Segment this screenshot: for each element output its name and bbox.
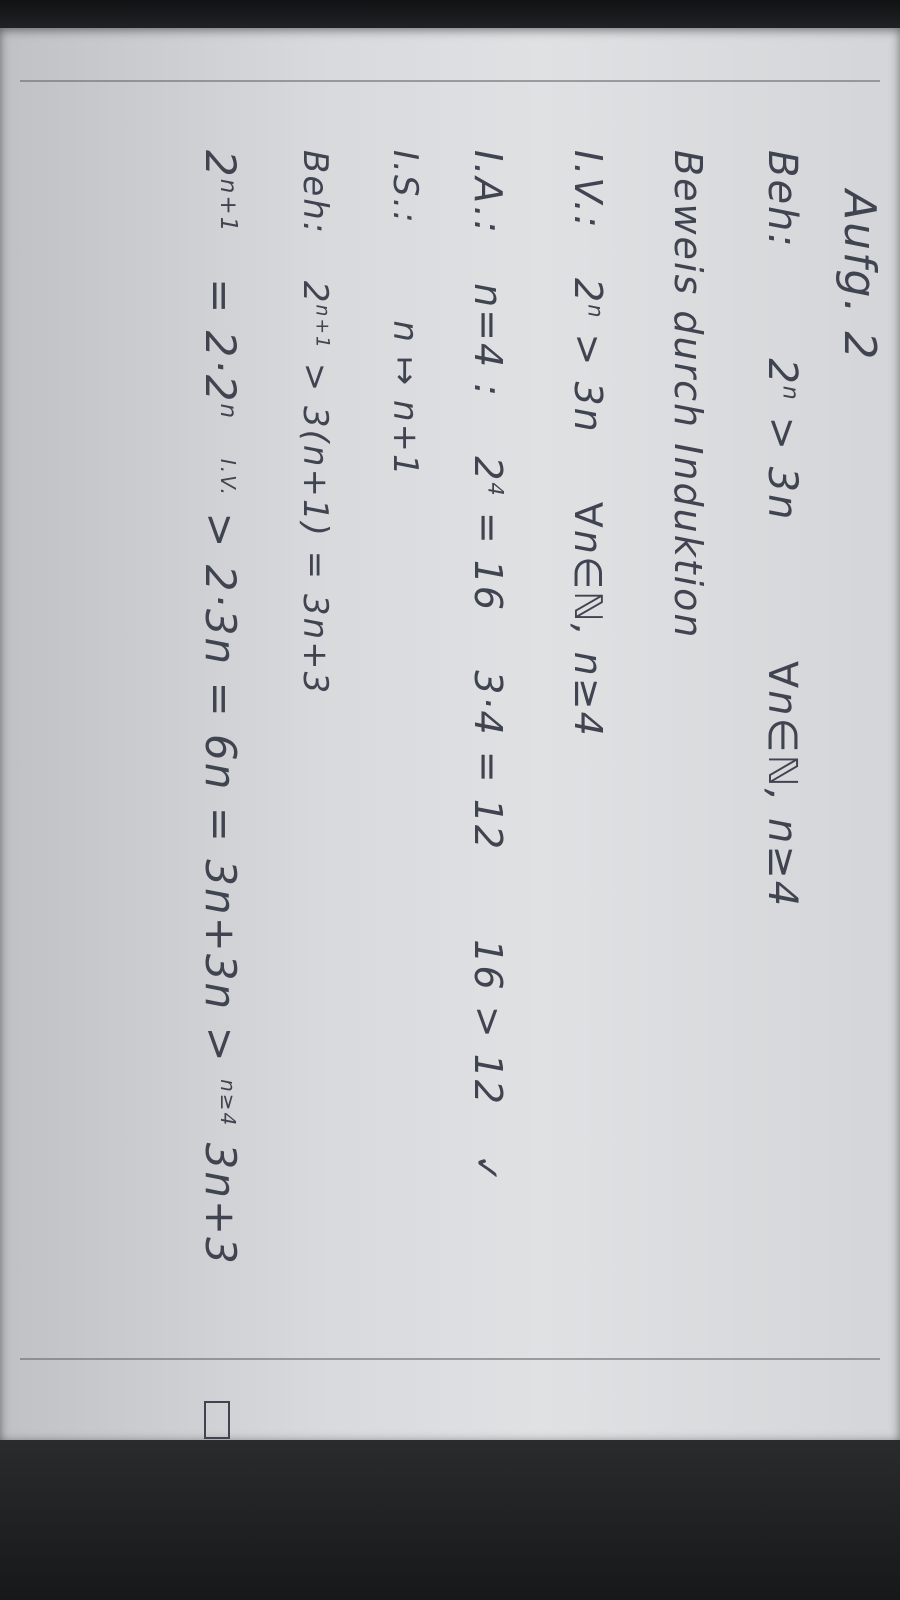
base-case-rhs: 3·4 = 12 [466, 670, 510, 852]
hypothesis-statement: $2^n > 3n$ [566, 278, 610, 434]
claim-statement: $2^n > 3n$ [759, 358, 805, 522]
qed-box-icon [205, 1401, 231, 1439]
hypothesis-quantifier: ∀n∈ℕ, n≥4 [566, 501, 610, 738]
method-line: Beweis durch Induktion [666, 150, 710, 640]
condition-note: n≥4 [216, 1079, 240, 1128]
step-label: I.S.: [385, 150, 425, 225]
hypothesis-line [566, 150, 610, 738]
bottom-background [0, 1440, 900, 1600]
base-case-line [466, 150, 510, 1185]
step-transition: n ↦ n+1 [385, 320, 425, 478]
proof-part3: 3n+3 [196, 1142, 245, 1266]
claim-line [759, 150, 805, 908]
base-case-lhs: $2^4 = 16$ [466, 456, 510, 613]
ruled-line-top [20, 80, 880, 82]
step-claim-line [295, 150, 335, 695]
step-line [385, 150, 425, 478]
base-case-compare: 16 > 12 [466, 939, 510, 1106]
claim-quantifier: ∀n∈ℕ, n≥4 [759, 660, 805, 909]
handwritten-proof [35, 150, 895, 1390]
exercise-title: Aufg. 2 [834, 190, 885, 362]
checkmark-icon: ✓ [466, 1154, 506, 1185]
hypothesis-label: I.V.: [566, 150, 610, 230]
iv-note: I.V. [216, 458, 240, 497]
proof-part2: > 2·3n = 6n = 3n+3n > [196, 512, 245, 1064]
proof-part1: = $2\cdot 2^n$ [196, 278, 245, 421]
claim-label: Beh: [759, 150, 805, 249]
step-claim-statement: $2^{n+1} > 3(n+1) = 3n+3$ [295, 280, 335, 696]
base-case-n: n=4 : [466, 283, 510, 399]
proof-lhs: $2^{n+1}$ [196, 150, 245, 234]
step-claim-label: Beh: [295, 150, 335, 236]
base-case-label: I.A.: [466, 150, 510, 235]
proof-line [196, 150, 245, 1439]
